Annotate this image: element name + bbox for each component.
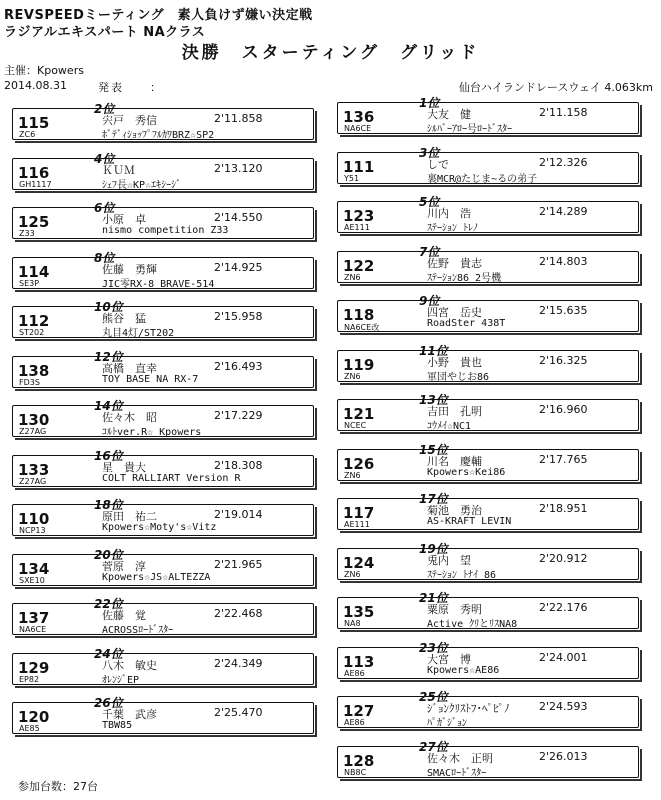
grid-entry [337,589,642,629]
car-model: Z33 [19,229,35,238]
car-model: Z27AG [19,476,47,486]
qualifying-time: 2'18.951 [539,502,588,515]
team-car-name: ｵﾚﾝｼﾞEP [102,674,140,686]
grid-entry [12,348,317,388]
grid-entry [337,540,642,580]
qualifying-time: 2'11.158 [539,106,588,119]
qualifying-time: 2'17.765 [539,452,588,466]
qualifying-time: 2'14.289 [539,205,588,218]
grid-entry [337,391,642,431]
grid-entry [337,639,642,679]
car-model: NA6CE [19,625,47,634]
car-number: 137 [18,609,50,627]
driver-name: 佐藤 覚 [102,609,146,622]
event-date: 2014.08.31 [4,79,67,92]
entry-box [12,653,314,685]
qualifying-time: 2'14.550 [214,211,263,224]
venue: 仙台ハイランドレースウェイ 4.063km [458,81,653,94]
entry-box [337,201,639,233]
publish-label: 発表 ： [98,81,163,94]
car-number: 127 [343,702,375,720]
car-model: ST202 [19,328,45,337]
grid-entry [337,292,642,332]
driver-name: 小野 貴也 [427,355,482,369]
team-car-name: Active ｸﾘとﾘｽNA8 [427,619,518,630]
grid-entry [12,546,317,586]
position-label: 16位 [94,448,123,463]
car-number: 117 [343,504,375,522]
team-car-name: RoadSter 438T [427,318,506,329]
driver-name: 高橋 直幸 [102,361,157,375]
entry-box [337,399,639,431]
position-label: 4位 [94,151,115,166]
position-label: 7位 [419,244,440,259]
grid-entry [12,100,317,140]
qualifying-time: 2'16.493 [214,359,263,373]
position-label: 13位 [419,393,448,407]
position-label: 15位 [419,442,448,457]
position-label: 10位 [94,300,123,314]
qualifying-time: 2'17.229 [214,409,263,422]
team-car-name: ｼｪﾌ長☆KP☆ｴｷｼｰｼﾞ [102,179,182,191]
team-car-name: ﾎﾞﾃﾞｨｼｮｯﾌﾟﾌﾙｶﾜBRZ☆SP2 [102,130,215,141]
qualifying-time: 2'11.858 [214,112,263,125]
position-label: 22位 [94,597,123,611]
team-car-name: ｽﾃｰｼｮﾝ ﾄﾚﾉ [427,223,479,234]
qualifying-time: 2'25.470 [214,706,263,719]
car-number: 133 [18,460,50,479]
qualifying-time: 2'14.803 [539,254,588,268]
position-label: 27位 [419,739,448,754]
car-model: AE85 [19,724,40,733]
grid-entry [12,694,317,734]
qualifying-time: 2'16.325 [539,353,588,367]
driver-name: 四宮 岳史 [427,306,482,319]
grid-entry [337,342,642,382]
position-label: 14位 [94,399,123,413]
grid-entry [12,150,317,190]
position-label: 25位 [419,690,448,704]
team-car-name: ｽﾃｰｼｮﾝ86 2号機 [427,272,502,284]
car-number: 115 [18,114,50,132]
qualifying-time: 2'18.308 [214,458,263,472]
driver-name: 兎内 望 [427,553,471,567]
qualifying-time: 2'24.001 [539,650,588,664]
car-number: 129 [18,658,50,677]
qualifying-time: 2'13.120 [214,161,263,175]
qualifying-time: 2'12.326 [539,155,588,169]
car-model: AE111 [344,223,370,232]
position-label: 24位 [94,646,123,661]
driver-name: 八木 敏史 [102,658,157,672]
driver-name: 粟原 秀明 [427,603,482,616]
car-model: NA6CE [344,124,372,133]
team-car-name: Kpowers☆Kei86 [427,466,506,478]
driver-name: 大友 健 [427,108,471,121]
team-car-name: Kpowers☆JS☆ALTEZZA [102,571,211,583]
driver-name: 佐々木 正明 [427,751,493,765]
car-model: AE86 [344,668,365,678]
grid-entry [337,243,642,283]
grid-entry [12,397,317,437]
car-number: 130 [18,411,50,429]
position-label: 20位 [94,547,123,562]
driver-name: 吉田 孔明 [427,405,482,418]
driver-name: 原田 祐二 [102,510,157,523]
team-car-name: 丸目4灯/ST202 [102,328,175,339]
driver-name: 千葉 武彦 [102,708,157,721]
car-model: ZN6 [344,272,361,282]
position-label: 12位 [94,349,123,364]
position-label: 3位 [419,145,440,160]
qualifying-time: 2'26.013 [539,749,588,763]
organizer: 主催：Kpowers [4,64,84,77]
qualifying-time: 2'22.468 [214,607,263,620]
driver-name: ＫＵＭ [102,163,135,177]
car-number: 116 [18,163,50,182]
driver-name: 熊谷 猛 [102,312,146,325]
grid-entry [12,199,317,239]
driver-name: 小原 卓 [102,213,146,226]
position-label: 19位 [419,541,448,556]
car-number: 112 [18,312,50,330]
car-number: 110 [18,510,50,528]
position-label: 26位 [94,696,123,710]
team-car-name: ｼﾙﾊﾞｰｱﾛｰ号ﾛｰﾄﾞｽﾀｰ [427,124,512,135]
car-model: EP82 [19,674,40,684]
position-label: 21位 [419,591,448,605]
car-number: 124 [343,553,375,572]
qualifying-time: 2'15.958 [214,310,263,323]
team-car-name: Kpowers☆Moty's☆Vitz [102,522,217,533]
car-number: 128 [343,751,375,770]
grid-entry [12,249,317,289]
qualifying-time: 2'24.349 [214,656,263,670]
grid-entry [12,595,317,635]
car-number: 126 [343,454,375,473]
car-model: NCEC [344,421,367,430]
driver-name: ｼﾞｮﾝｸﾘｽﾄﾌ･ﾍﾟﾋﾟﾉ [427,702,510,715]
position-label: 5位 [419,195,440,209]
driver-name: 川内 浩 [427,207,471,220]
grid-entry [337,94,642,134]
team-car-name: JIC零RX-8 BRAVE-514 [102,278,215,290]
car-model: NB8C [344,767,367,777]
driver-name: 星 貴大 [102,460,146,474]
position-label: 18位 [94,498,123,512]
team-car-name: SMACﾛｰﾄﾞｽﾀｰ [427,767,487,779]
grid-entry [337,738,642,778]
car-number: 134 [18,559,50,578]
driver-name: 大宮 博 [427,652,471,666]
qualifying-time: 2'19.014 [214,508,263,521]
grid-entry [337,688,642,728]
team-car-name: ｺﾙﾄver.R☆ Kpowers [102,427,202,438]
position-label: 11位 [419,343,448,358]
grid-entry [12,447,317,487]
car-number: 138 [18,361,50,380]
position-label: 17位 [419,492,448,506]
position-label: 9位 [419,294,440,308]
position-label: 8位 [94,250,115,265]
qualifying-time: 2'22.176 [539,601,588,614]
grid-entry [337,490,642,530]
team-car-name: ACROSSﾛｰﾄﾞｽﾀｰ [102,625,174,636]
car-model: GH1117 [19,179,52,189]
qualifying-time: 2'16.960 [539,403,588,416]
driver-name: 宍戸 秀信 [102,114,157,127]
car-model: SE3P [19,278,40,288]
grid-entry [12,645,317,685]
qualifying-time: 2'20.912 [539,551,588,565]
team-car-name: COLT RALLIART Version R [102,472,241,484]
position-label: 6位 [94,201,115,215]
car-model: ZN6 [344,470,361,480]
team-car-name: Kpowers☆AE86 [427,664,500,676]
position-label: 2位 [94,102,115,116]
driver-name: しで [427,157,449,171]
team-car-name: ﾊﾟｶﾞｼﾞｮﾝ [427,718,467,729]
car-model: AE86 [344,718,365,727]
team-car-name: AS-KRAFT LEVIN [427,516,512,527]
grid-entry [337,441,642,481]
class-title: ラジアルエキスパート NAクラス [4,25,206,40]
team-car-name: nismo competition Z33 [102,225,229,236]
entry-count: 参加台数：27台 [18,780,98,793]
qualifying-time: 2'15.635 [539,304,588,317]
qualifying-time: 2'24.593 [539,700,588,713]
car-number: 122 [343,256,375,275]
car-model: Z27AG [19,427,47,436]
car-number: 136 [343,108,375,126]
qualifying-time: 2'14.925 [214,260,263,274]
car-number: 121 [343,405,375,423]
car-model: ZN6 [344,371,361,381]
car-number: 119 [343,355,375,374]
car-number: 120 [18,708,50,726]
grid-entry [337,193,642,233]
car-number: 114 [18,262,50,281]
car-number: 135 [343,603,375,621]
car-model: AE111 [344,520,370,529]
driver-name: 川名 慶輔 [427,454,482,468]
car-model: NA8 [344,619,361,628]
grid-entry [12,496,317,536]
grid-entry [12,298,317,338]
driver-name: 佐野 貴志 [427,256,482,270]
car-number: 113 [343,652,375,671]
team-car-name: ｽﾃｰｼｮﾝ ﾄﾅｲ 86 [427,569,497,581]
car-number: 118 [343,306,375,324]
position-label: 1位 [419,96,440,110]
event-title: REVSPEEDミーティング 素人負けず嫌い決定戦 [4,8,313,23]
team-car-name: ｺｳﾒｲ☆NC1 [427,421,472,432]
car-number: 123 [343,207,375,225]
car-model: SXE10 [19,575,45,585]
driver-name: 佐々木 昭 [102,411,157,424]
driver-name: 菅原 淳 [102,559,146,573]
car-model: ZC6 [19,130,36,139]
car-model: NA6CE改 [344,323,380,332]
driver-name: 菊池 勇治 [427,504,482,517]
driver-name: 佐藤 勇輝 [102,262,157,276]
car-model: FD3S [19,377,40,387]
team-car-name: 軍団やじお86 [427,371,490,383]
team-car-name: 裏MCR@たじま~るの弟子 [427,173,538,185]
car-number: 111 [343,157,375,176]
qualifying-time: 2'21.965 [214,557,263,571]
car-model: ZN6 [344,569,361,579]
car-number: 125 [18,213,50,231]
car-model: NCP13 [19,526,46,535]
team-car-name: TBW85 [102,720,133,731]
entry-box [12,702,314,734]
position-label: 23位 [419,640,448,655]
car-model: Y51 [344,173,360,183]
grid-entry [337,144,642,184]
document-title: 決勝 スターティング グリッド [181,43,480,63]
team-car-name: TOY BASE NA RX-7 [102,373,199,385]
